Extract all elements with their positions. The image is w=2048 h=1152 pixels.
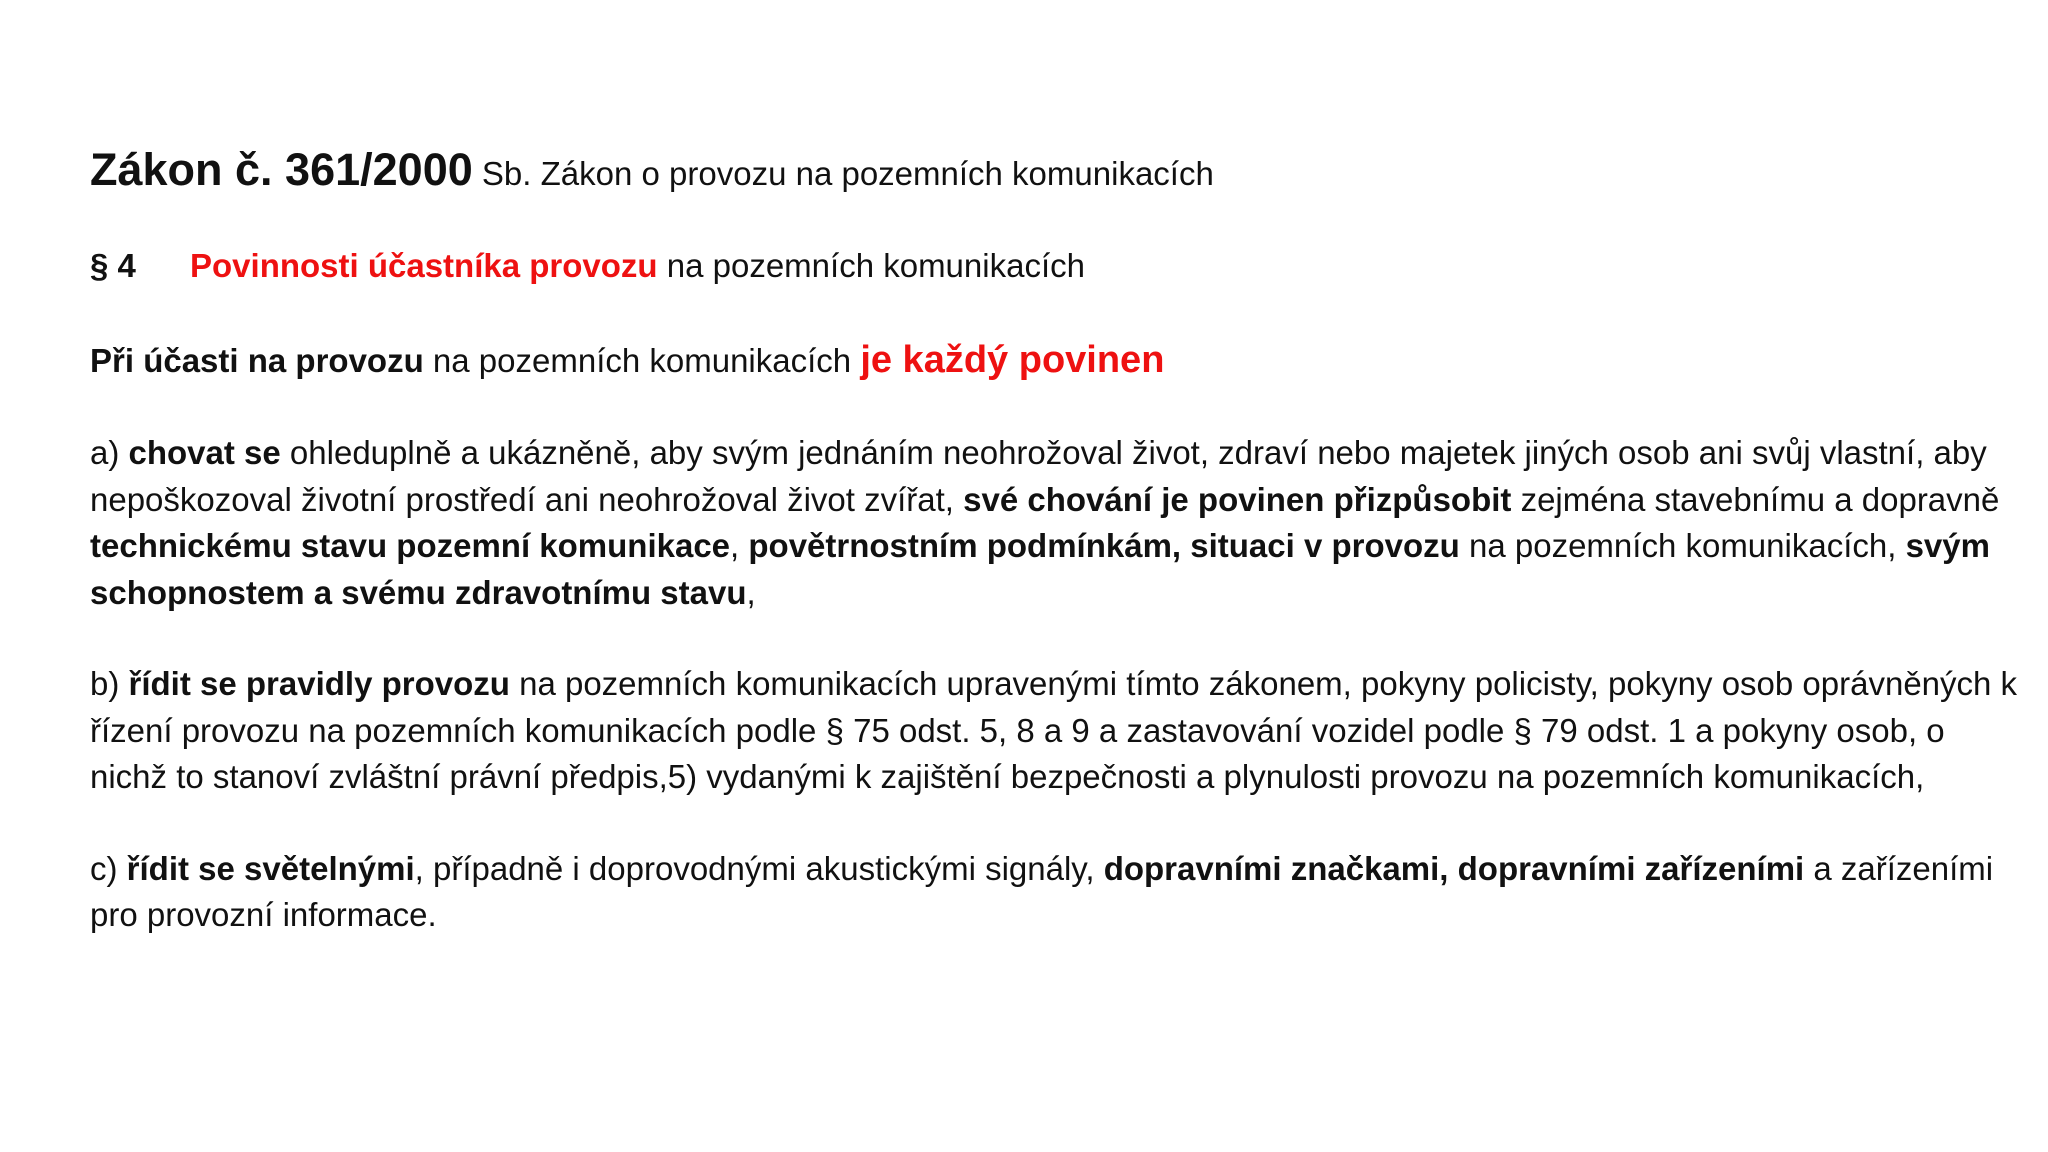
paragraph-a-text-1: ohleduplně a ukázněně, aby svým jednáním neohrožoval život, zdraví nebo majetek jiných osob ani svůj vlastní, aby nepoškozoval životní prostředí ani neohrožoval život zvířat,: [90, 434, 1987, 518]
section-heading-highlight: Povinnosti účastníka provozu: [190, 247, 658, 284]
law-title-name: Sb. Zákon o provozu na pozemních komunikacích: [472, 155, 1214, 192]
intro-normal: na pozemních komunikacích: [423, 342, 861, 379]
paragraph-b-text-1: na pozemních komunikacích upravenými tímto zákonem, pokyny policisty, pokyny osob oprávněných k řízení provozu na pozemních komunikacích podle § 75 odst. 5, 8 a 9 a zastavování vozidel podle § 79 odst. 1 a pokyny osob, o nichž to stanoví zvláštní právní předpis,5) vydanými k zajištění bezpečnosti a plynulosti provozu na pozemních komunikacích,: [90, 665, 2018, 795]
section-heading: [90, 241, 2020, 291]
paragraph-a-bold-1: chovat se: [128, 434, 281, 471]
paragraph-a-bold-5: svým schopnostem a svému zdravotnímu stavu: [90, 527, 1990, 611]
paragraph-b-prefix: b): [90, 665, 129, 702]
paragraph-a-prefix: a): [90, 434, 129, 471]
paragraph-c-bold-2: dopravními značkami, dopravními zařízeními: [1103, 849, 1805, 887]
paragraph-c: [90, 846, 2020, 939]
paragraph-b-bold-1: řídit se pravidly provozu: [128, 665, 510, 702]
law-title-number: Zákon č. 361/2000: [90, 144, 473, 195]
paragraph-a-text-3: ,: [730, 527, 749, 564]
paragraph-a-bold-3: technickému stavu pozemní komunikace: [90, 527, 731, 564]
intro-highlight: je každý povinen: [860, 339, 1165, 381]
paragraph-a-bold-2: své chování je povinen přizpůsobit: [963, 480, 1512, 518]
intro-sentence: [90, 335, 2020, 386]
slide-content: [90, 145, 2020, 939]
section-mark: § 4: [90, 247, 136, 284]
paragraph-a: [90, 430, 2020, 616]
paragraph-b: [90, 661, 2020, 801]
intro-bold: Při účasti na provozu: [90, 342, 424, 379]
paragraph-a-text-4: na pozemních komunikacích,: [1459, 527, 1906, 564]
paragraph-a-text-5: ,: [746, 573, 756, 611]
paragraph-a-text-2: zejména stavebnímu a dopravně: [1511, 480, 2000, 518]
paragraph-a-bold-4: povětrnostním podmínkám, situaci v provozu: [748, 527, 1460, 564]
paragraph-c-text-2: a zařízeními pro provozní informace.: [90, 849, 1994, 933]
section-heading-rest: na pozemních komunikacích: [657, 247, 1085, 284]
paragraph-c-bold-1: řídit se světelnými: [126, 849, 415, 887]
paragraph-c-text-1: , případně i doprovodnými akustickými signály,: [414, 849, 1104, 887]
paragraph-c-prefix: c): [90, 849, 127, 887]
law-title: [90, 145, 2020, 199]
